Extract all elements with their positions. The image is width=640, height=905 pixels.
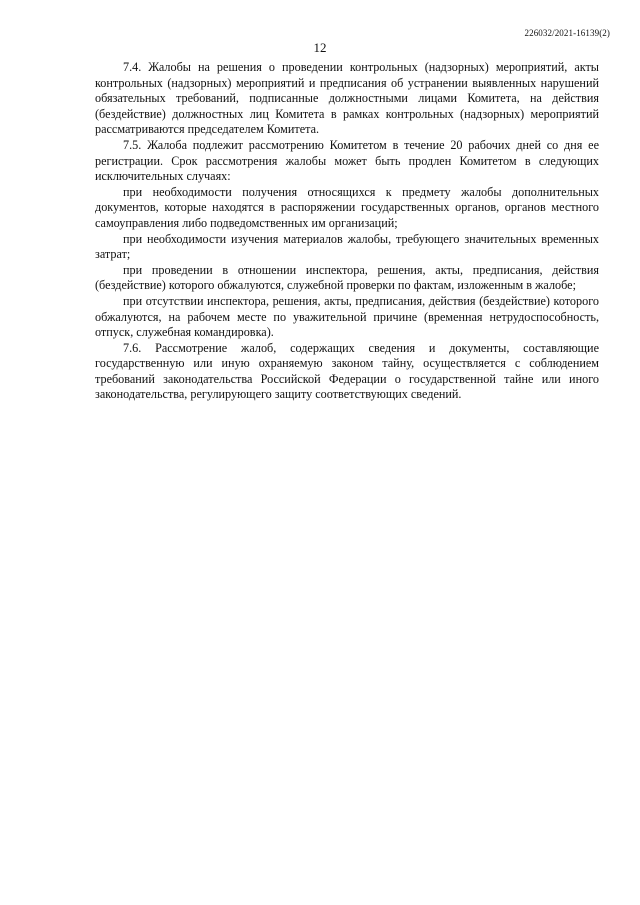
paragraph-7-5-case-1: при необходимости получения относящихся к предмету жалобы дополнительных документов, которые находятся в распоряжении государственных органов, органов местного самоуправления либо подведомственных им организаций; bbox=[95, 184, 599, 230]
page-number: 12 bbox=[313, 40, 327, 55]
document-body bbox=[95, 60, 599, 403]
paragraph-7-5: 7.5. Жалоба подлежит рассмотрению Комитетом в течение 20 рабочих дней со дня ее регистрации. Срок рассмотрения жалобы может быть продлен Комитетом в следующих исключительных случаях: bbox=[95, 137, 599, 184]
paragraph-7-5-case-2: при необходимости изучения материалов жалобы, требующего значительных временных затрат; bbox=[95, 231, 599, 262]
document-registration-number: 226032/2021-16139(2) bbox=[524, 28, 610, 38]
paragraph-7-5-case-3: при проведении в отношении инспектора, решения, акты, предписания, действия (бездействие) которого обжалуются, служебной проверки по фактам, изложенным в жалобе; bbox=[95, 262, 599, 293]
paragraph-7-5-case-4: при отсутствии инспектора, решения, акты, предписания, действия (бездействие) которого обжалуются, на рабочем месте по уважительной причине (временная нетрудоспособность, отпуск, служебная командировка). bbox=[95, 293, 599, 340]
paragraph-7-4: 7.4. Жалобы на решения о проведении контрольных (надзорных) мероприятий, акты контрольных (надзорных) мероприятий и предписания об устранении выявленных нарушений обязательных требований, подписанные должностными лицами Комитета, на действия (бездействие) должностных лиц Комитета в рамках контрольных (надзорных) мероприятий рассматриваются председателем Комитета. bbox=[95, 60, 599, 137]
paragraph-7-6: 7.6. Рассмотрение жалоб, содержащих сведения и документы, составляющие государственную или иную охраняемую законом тайну, осуществляется с соблюдением требований законодательства Российской Федерации о государственной тайне или иного законодательства, регулирующего защиту соответствующих сведений. bbox=[95, 340, 599, 402]
